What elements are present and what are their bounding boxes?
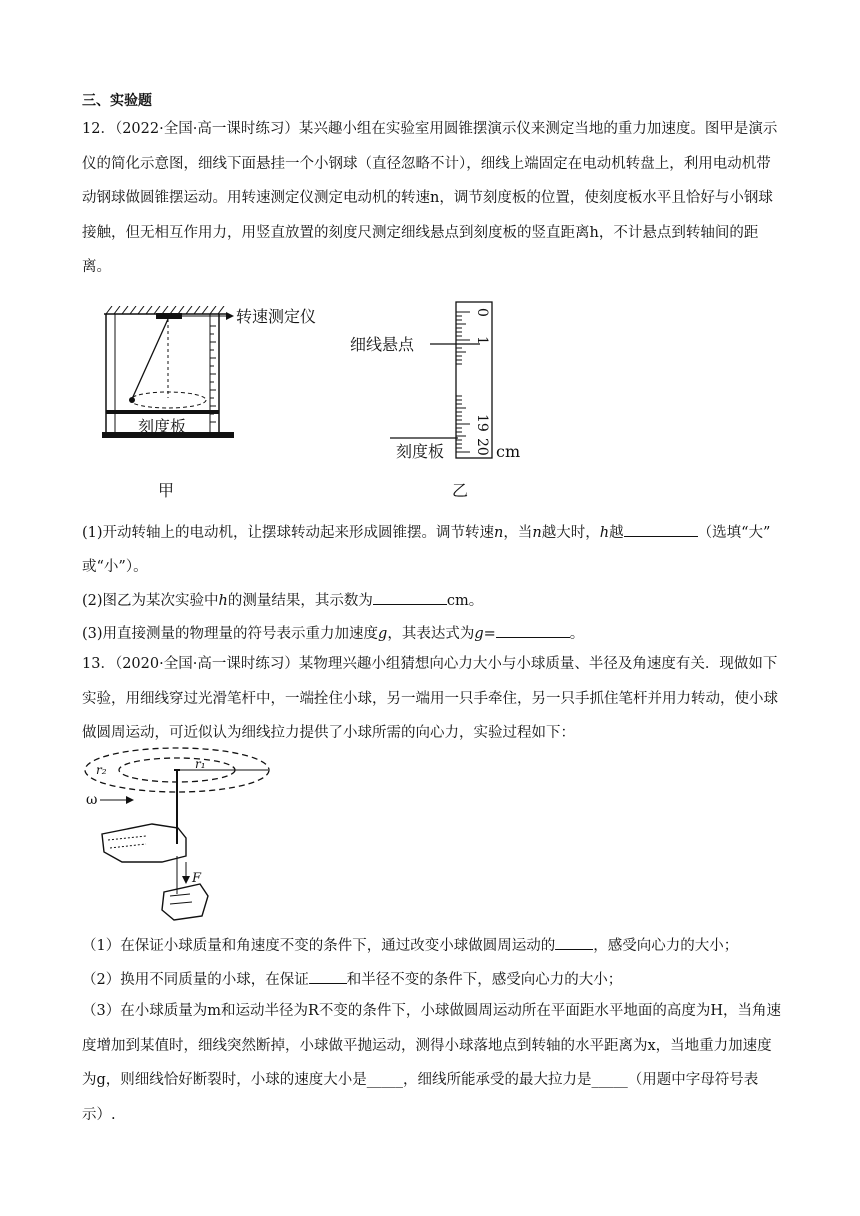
figure-jia [98,306,348,476]
q12-sub1-text-b: ，当 [503,525,533,541]
var-n: n [494,525,504,541]
answer-blank-3[interactable] [496,623,570,639]
q12-sub3-text-a: (3)用直接测量的物理量的符号表示重力加速度 [82,626,379,642]
q13-sub2-text-b: 和半径不变的条件下，感受向心力的大小； [346,972,623,988]
q13-stem: 13．（2020·全国·高一课时练习）某物理兴趣小组猜想向心力大小与小球质量、半径及角速度有关．现做如下实验，用细线穿过光滑笔杆中，一端拴住小球，另一端用一只手牵住，另一只手抓住笔杆并用力转动，使小球做圆周运动，可近似认为细线拉力提供了小球所需的向心力，实验过程如下： [82,656,778,741]
q12-sub1-text-e: （选填“大” [697,525,771,541]
q12-sub1 [82,521,770,542]
answer-blank-4[interactable] [555,935,593,951]
var-g: g [378,626,388,642]
figure-yi [340,300,540,468]
q12-sub3 [82,622,584,643]
answer-blank-5[interactable] [309,969,347,985]
answer-blank-1[interactable] [624,522,698,538]
q12-sub1-cont: 或“小”）。 [82,559,148,575]
answer-blank-2[interactable] [373,590,447,606]
r1-label: r₁ [195,757,206,771]
ruler-tick-0: 0 [474,308,490,317]
suspension-point-label: 细线悬点 [350,335,415,354]
q13-sub1 [82,934,738,955]
q13-sub2-text-a: （2）换用不同质量的小球，在保证 [82,972,309,988]
q12-stem: 12．（2022·全国·高一课时练习）某兴趣小组在实验室用圆锥摆演示仪来测定当地的重力加速度。图甲是演示仪的简化示意图，细线下面悬挂一个小钢球（直径忽略不计），细线上端固定在电动机转盘上，利用电动机带动钢球做圆锥摆运动。用转速测定仪测定电动机的转速n，调节刻度板的位置，使刻度板水平且恰好与小钢球接触，但无相互作用力，用竖直放置的刻度尺测定细线悬点到刻度板的竖直距离h，不计悬点到转轴间的距离。 [82,121,778,275]
q12-sub3-text-d: 。 [569,626,585,642]
var-h: h [599,525,610,541]
caption-yi: 乙 [452,481,469,500]
q12-sub1-text-a: (1)开动转轴上的电动机，让摆球转动起来形成圆锥摆。调节转速 [82,525,495,541]
q12-sub3-text-c: = [483,626,496,642]
r2-label: r₂ [96,763,107,777]
speed-meter-label: 转速测定仪 [236,307,317,326]
q12-sub3-text-b: ，其表达式为 [387,626,475,642]
q12-sub1-text-d: 越 [609,525,624,541]
q12-sub1-text-c: 越大时， [541,525,600,541]
board-label-jia: 刻度板 [138,417,187,436]
q13-sub3: （3）在小球质量为m和运动半径为R不变的条件下，小球做圆周运动所在平面距水平地面的高度为H，当角速度增加到某值时，细线突然断掉，小球做平抛运动，测得小球落地点到转轴的水平距离为x，当地重力加速度为g，则细线恰好断裂时，小球的速度大小是_____，细线所能承受的最大拉力是_____（用题中字母符号表示）. [82,1003,782,1123]
ruler-tick-20: 20 [474,438,490,456]
ruler-unit: cm [496,442,521,461]
q13-sub1-text-a: （1）在保证小球质量和角速度不变的条件下，通过改变小球做圆周运动的 [82,938,556,954]
section-title: 三、实验题 [82,93,152,109]
q12-sub2 [82,589,483,610]
ruler-tick-19: 19 [474,414,490,432]
q12-sub2-text-a: (2)图乙为某次实验中 [82,593,219,609]
q13-sub1-text-b: ，感受向心力的大小； [593,938,739,954]
var-n-2: n [532,525,542,541]
caption-jia: 甲 [158,481,175,500]
force-label: F [192,871,202,886]
omega-label: ω [86,792,98,808]
figure-q13 [82,744,272,924]
var-h-2: h [218,593,228,609]
q13-sub2 [82,968,622,989]
var-g-2: g [474,626,484,642]
ruler-tick-1: 1 [474,336,490,345]
board-label-yi: 刻度板 [396,442,445,461]
q12-sub2-text-c: cm。 [446,593,484,609]
q12-sub2-text-b: 的测量结果，其示数为 [227,593,373,609]
